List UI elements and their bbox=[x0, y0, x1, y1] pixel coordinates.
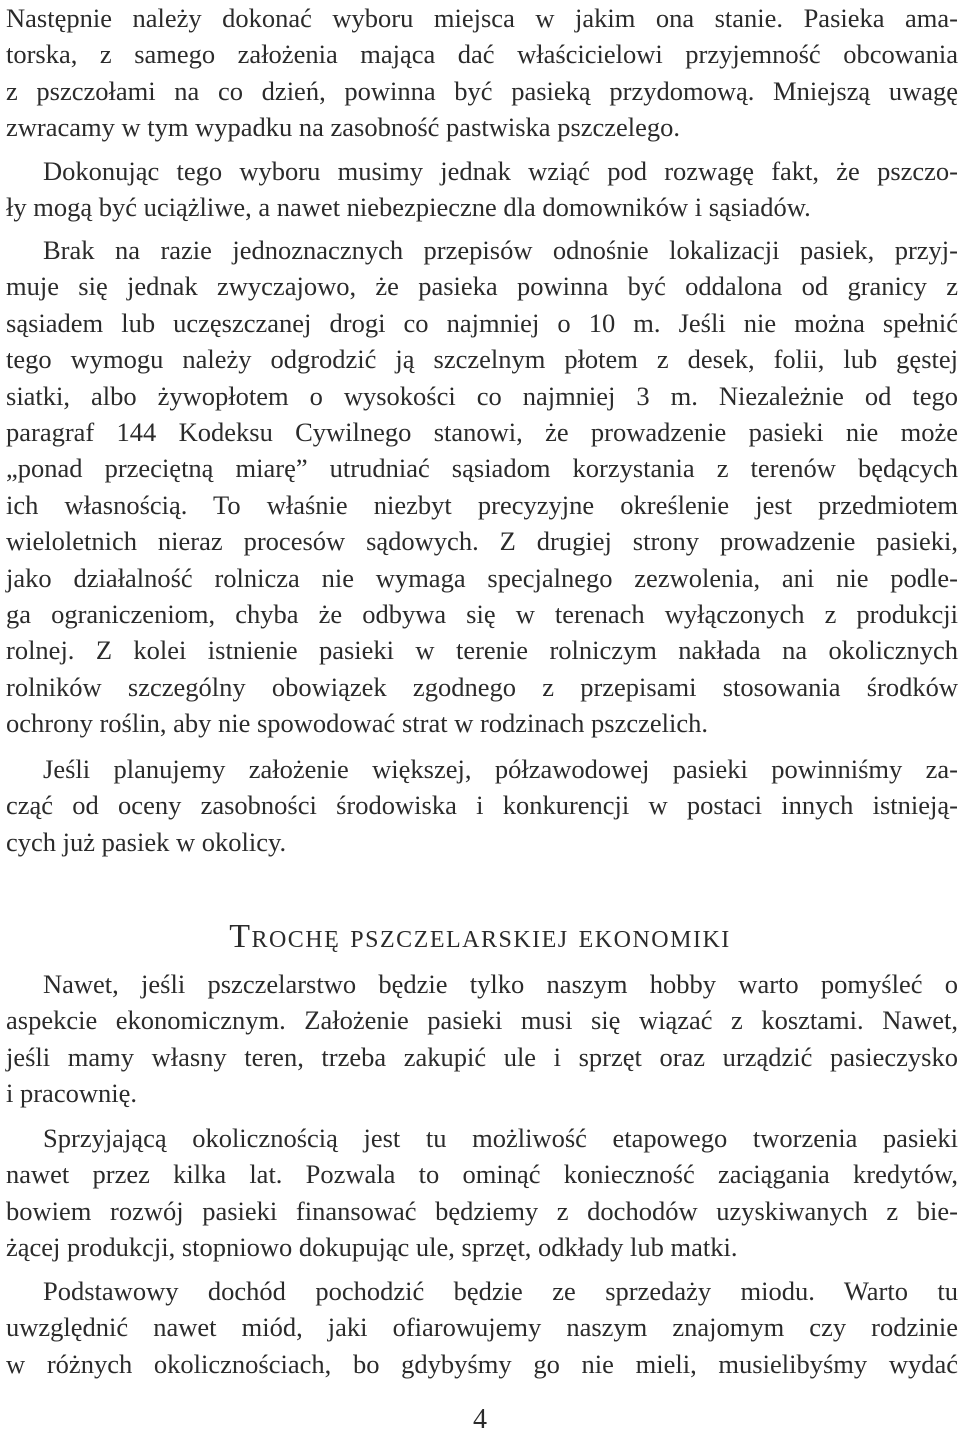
text-line: w różnych okolicznościach, bo gdybyśmy go nie mieli, musielibyśmy wydać bbox=[6, 1348, 958, 1379]
text-line: cych już pasiek w okolicy. bbox=[6, 826, 287, 857]
paragraph-gradual-growth bbox=[6, 1120, 958, 1266]
text-line: Podstawowy dochód pochodzić będzie ze sprzedaży miodu. Warto tu bbox=[43, 1276, 958, 1306]
text-line: ochrony roślin, aby nie spowodować strat w rodzinach pszczelich. bbox=[6, 708, 709, 739]
text-line: rolników szczególny obowiązek zgodnego z przepisami stosowania środków bbox=[6, 671, 958, 702]
text-line: ga ograniczeniom, chyba że odbywa się w terenach wyłączonych z produkcji bbox=[6, 598, 958, 629]
text-line: jeśli mamy własny teren, trzeba zakupić ule i sprzęt oraz urządzić pasieczysko bbox=[6, 1041, 958, 1072]
text-line: Następnie należy dokonać wyboru miejsca w jakim ona stanie. Pasieka ama- bbox=[6, 3, 958, 33]
text-line: Brak na razie jednoznacznych przepisów odnośnie lokalizacji pasiek, przyj- bbox=[43, 235, 958, 265]
text-line: rolnej. Z kolei istnienie pasieki w terenie rolniczym nakłada na okolicznych bbox=[6, 635, 958, 666]
text-line: i pracownię. bbox=[6, 1078, 137, 1109]
paragraph-location-choice bbox=[6, 0, 958, 146]
text-line: torska, z samego założenia mająca dać właścicielowi przyjemność obcowania bbox=[6, 39, 958, 70]
text-line: wieloletnich nieraz procesów sądowych. Z drugiej strony prowadzenie pasieki, bbox=[6, 526, 958, 557]
page-number: 4 bbox=[473, 1404, 487, 1435]
text-line: jako działalność rolnicza nie wymaga specjalnego zezwolenia, ani nie podle- bbox=[6, 562, 958, 593]
paragraph-neighbours bbox=[6, 153, 958, 226]
text-line: z pszczołami na co dzień, powinna być pasieką przydomową. Mniejszą uwagę bbox=[6, 75, 958, 106]
text-line: Jeśli planujemy założenie większej, półzawodowej pasieki powinniśmy za- bbox=[43, 754, 958, 784]
text-line: żącej produkcji, stopniowo dokupując ule, sprzęt, odkłady lub matki. bbox=[6, 1232, 738, 1263]
text-line: siatki, albo żywopłotem o wysokości co najmniej 3 m. Niezależnie od tego bbox=[6, 380, 958, 411]
section-heading: Trochę pszczelarskiej ekonomiki bbox=[229, 918, 731, 955]
text-line: uwzględnić nawet miód, jaki ofiarowujemy naszym znajomym czy rodzinie bbox=[6, 1312, 958, 1343]
paragraph-economics-intro bbox=[6, 966, 958, 1112]
text-line: Nawet, jeśli pszczelarstwo będzie tylko naszym hobby warto pomyśleć o bbox=[43, 969, 958, 999]
text-line: ły mogą być uciążliwe, a nawet niebezpieczne dla domowników i sąsiadów. bbox=[6, 192, 811, 223]
text-line: ich własnością. To właśnie niezbyt precyzyjne określenie jest przedmiotem bbox=[6, 489, 958, 520]
paragraph-honey-income bbox=[6, 1273, 958, 1382]
text-line: muje się jednak zwyczajowo, że pasieka powinna być oddalona od granicy z bbox=[6, 271, 958, 302]
text-line: zwracamy w tym wypadku na zasobność pastwiska pszczelego. bbox=[6, 112, 681, 143]
text-line: cząć od oceny zasobności środowiska i konkurencji w postaci innych istnieją- bbox=[6, 790, 958, 821]
text-line: Sprzyjającą okolicznością jest tu możliwość etapowego tworzenia pasieki bbox=[43, 1123, 958, 1153]
text-line: nawet przez kilka lat. Pozwala to ominąć konieczność zaciągania kredytów, bbox=[6, 1159, 958, 1190]
paragraph-regulations bbox=[6, 232, 958, 741]
paragraph-larger-apiary bbox=[6, 751, 958, 860]
text-line: tego wymogu należy odgrodzić ją szczelnym płotem z desek, folii, lub gęstej bbox=[6, 344, 958, 375]
text-line: Dokonując tego wyboru musimy jednak wziąć pod rozwagę fakt, że pszczo- bbox=[43, 156, 958, 186]
text-line: aspekcie ekonomicznym. Założenie pasieki musi się wiązać z kosztami. Nawet, bbox=[6, 1005, 958, 1036]
text-line: sąsiadem lub uczęszczanej drogi co najmniej o 10 m. Jeśli nie można spełnić bbox=[6, 307, 958, 338]
text-line: paragraf 144 Kodeksu Cywilnego stanowi, że prowadzenie pasieki nie może bbox=[6, 416, 958, 447]
text-line: bowiem rozwój pasieki finansować będziemy z dochodów uzyskiwanych z bie- bbox=[6, 1195, 958, 1226]
text-line: „ponad przeciętną miarę” utrudniać sąsiadom korzystania z terenów będących bbox=[6, 453, 958, 484]
